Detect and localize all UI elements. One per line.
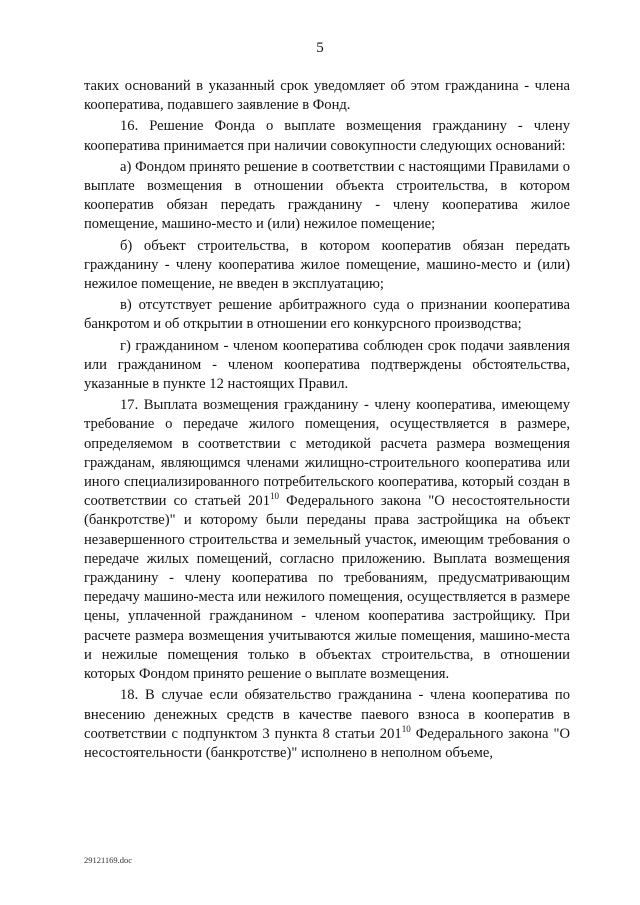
paragraph-18-text-start: 18. В случае если обязательство гражданина - члена кооператива по внесению денежных средств в качестве паевого взноса в кооператив в соответствии с подпунктом 3 пункта 8 статьи 201 [84,687,570,742]
paragraph-16-a: а) Фондом принято решение в соответствии с настоящими Правилами о выплате возмещения в отношении объекта строительства, в котором кооператив обязан передать гражданину - члену кооператива жилое помещение, машино-место и (или) нежилое помещение; [84,158,570,233]
document-body [84,77,570,765]
paragraph-17-text-end: Федерального закона "О несостоятельности (банкротстве)" и которому были переданы права застройщика на объект незавершенного строительства и земельный участок, имеющим требования о передаче жилых помещений, согласно приложению. Выплата возмещения гражданину - члену кооператива по требованиям, предусматривающим передачу машино-места или нежилого помещения, осуществляется в размере цены, уплаченной гражданином - членом кооператива застройщику. При расчете размера возмещения учитываются жилые помещения, машино-места и нежилые помещения только в объектах строительства, в отношении которых Фондом принято решение о выплате возмещения. [84,493,570,683]
paragraph-17 [84,396,570,684]
paragraph-16-v: в) отсутствует решение арбитражного суда о признании кооператива банкротом и об открытии в отношении его конкурсного производства; [84,297,570,333]
paragraph-continuation: таких оснований в указанный срок уведомляет об этом гражданина - члена кооператива, подавшего заявление в Фонд. [84,78,570,114]
page-number: 5 [316,40,324,56]
paragraph-17-text-start: 17. Выплата возмещения гражданину - члену кооператива, имеющему требование о передаче жилого помещения, осуществляется в размере, определяемом в соответствии с методикой расчета размера возмещения гражданам, являющимся членами жилищно-строительного кооператива или иного специализированного потребительского кооператива, который создан в соответствии со статьей 201 [84,397,570,510]
paragraph-18 [84,686,570,763]
footer-file-name: 29121169.doc [84,855,133,865]
paragraph-16-g: г) гражданином - членом кооператива соблюден срок подачи заявления или гражданином - членом кооператива подтверждены обстоятельства, указанные в пункте 12 настоящих Правил. [84,337,570,393]
paragraph-18-superscript: 10 [401,723,411,734]
paragraph-16-b: б) объект строительства, в котором кооператив обязан передать гражданину - члену кооператива жилое помещение, машино-место и (или) нежилое помещение, не введен в эксплуатацию; [84,237,570,293]
paragraph-17-superscript: 10 [270,491,280,502]
paragraph-18-text-end: Федерального закона "О несостоятельности (банкротстве)" исполнено в неполном объеме, [84,725,570,761]
paragraph-16: 16. Решение Фонда о выплате возмещения гражданину - члену кооператива принимается при наличии совокупности следующих оснований: [84,118,570,154]
